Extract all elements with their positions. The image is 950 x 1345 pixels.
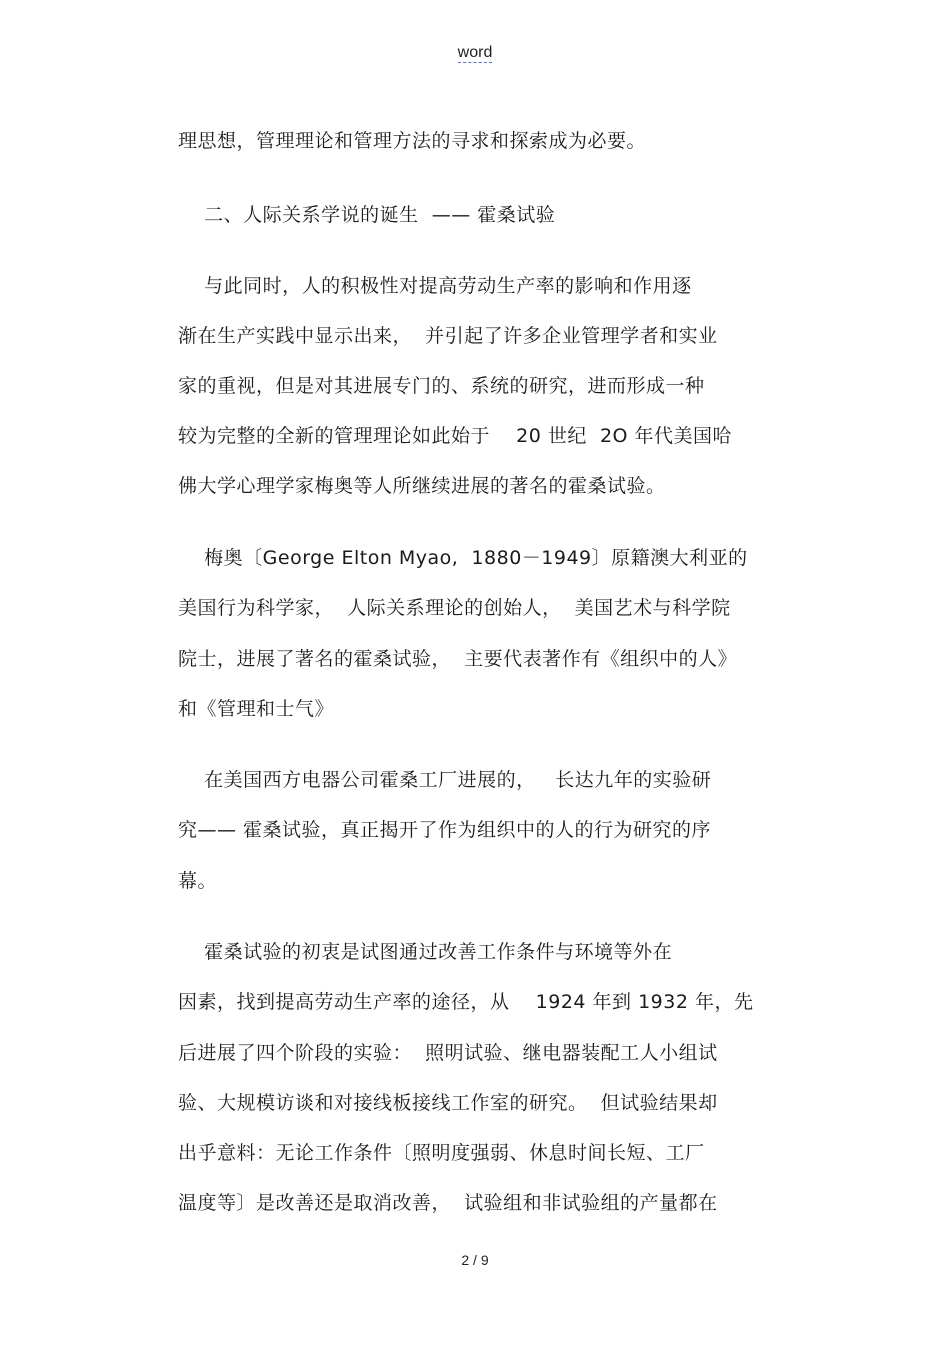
text-line: 幕。 [178, 870, 218, 892]
text-line: 佛大学心理学家梅奥等人所继续进展的著名的霍桑试验。 [178, 475, 666, 497]
text-line: 霍桑试验的初衷是试图通过改善工作条件与环境等外在 [178, 941, 673, 963]
text-line: 验、大规模访谈和对接线板接线工作室的研究。 但试验结果却 [178, 1092, 718, 1114]
text-line: 家的重视，但是对其进展专门的、系统的研究，进而形成一种 [178, 375, 705, 397]
header-word-label: word [457, 44, 493, 61]
text-line: 较为完整的全新的管理理论如此始于 20 世纪 2O 年代美国哈 [178, 425, 733, 447]
text-line: 梅奥〔George Elton Myao, 1880－1949〕原籍澳大利亚的 [178, 547, 748, 569]
text-line: 和《管理和士气》 [178, 698, 335, 720]
text-line: 后进展了四个阶段的实验： 照明试验、继电器装配工人小组试 [178, 1042, 718, 1064]
text-line: 温度等〕是改善还是取消改善， 试验组和非试验组的产量都在 [178, 1192, 718, 1214]
text-line: 因素，找到提高劳动生产率的途径，从 1924 年到 1932 年，先 [178, 991, 754, 1013]
text-line: 出乎意料：无论工作条件〔照明度强弱、休息时间长短、工厂 [178, 1142, 705, 1164]
section-heading: 二、人际关系学说的诞生 —— 霍桑试验 [178, 204, 556, 226]
text-line: 美国行为科学家， 人际关系理论的创始人， 美国艺术与科学院 [178, 597, 731, 619]
text-line: 究—— 霍桑试验，真正揭开了作为组织中的人的行为研究的序 [178, 819, 712, 841]
text-line: 院士，进展了著名的霍桑试验， 主要代表著作有《组织中的人》 [178, 648, 738, 670]
text-line: 理思想，管理理论和管理方法的寻求和探索成为必要。 [178, 130, 647, 152]
page-header [0, 44, 950, 62]
page-number: 2 / 9 [461, 1252, 489, 1268]
text-line: 渐在生产实践中显示出来， 并引起了许多企业管理学者和实业 [178, 325, 718, 347]
text-line: 在美国西方电器公司霍桑工厂进展的， 长达九年的实验研 [178, 769, 712, 791]
text-line: 与此同时，人的积极性对提高劳动生产率的影响和作用逐 [178, 275, 692, 297]
